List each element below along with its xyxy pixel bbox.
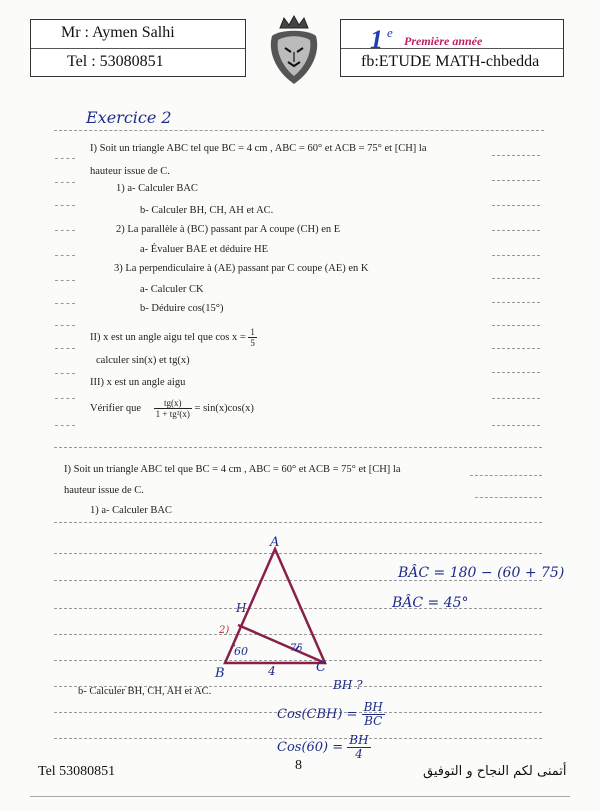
angle-75-label: 75	[290, 643, 303, 654]
vertex-b-label: B	[215, 666, 225, 681]
question-3a: a- Calculer CK	[140, 284, 204, 295]
teacher-box	[30, 19, 246, 77]
question-1b: b- Calculer BH, CH, AH et AC.	[140, 205, 274, 216]
vertex-h-label: H	[236, 601, 247, 615]
part3-verify: Vérifier que $\frac{tg(x)}{\text{1 + tg²(x)}}$ = sin(x)cos(x)	[90, 398, 254, 419]
answer-line1: I) Soit un triangle ABC tel que BC = 4 cm , ABC = 60° et ACB = 75° et [CH] la	[64, 464, 401, 475]
vertex-a-label: A	[270, 535, 280, 550]
question-1a: 1) a- Calculer BAC	[116, 183, 198, 194]
footer-tel: Tel 53080851	[38, 764, 116, 779]
answer-line2: hauteur issue de C.	[64, 485, 144, 496]
question-3: 3) La perpendiculaire à (AE) passant par C coupe (AE) en K	[114, 263, 369, 274]
cos-equation-1: Cos(CBH) = $\frac{BH}{BC}$	[277, 700, 383, 728]
facebook-page: fb:ETUDE MATH-chbedda	[361, 53, 540, 70]
triangle-figure	[200, 535, 350, 685]
bh-question: BH ?	[333, 678, 363, 692]
vertex-c-label: C	[316, 660, 326, 675]
side-bc-label: 4	[268, 664, 276, 678]
part2-line1: II) x est un angle aigu tel que cos x = $\frac{1}{5}$	[90, 327, 255, 348]
part1-line1: I) Soit un triangle ABC tel que BC = 4 cm , ABC = 60° et ACB = 75° et [CH] la	[90, 143, 427, 154]
question-2: 2) La parallèle à (BC) passant par A coupe (CH) en E	[116, 224, 341, 235]
bac-equation-1: BÂC = 180 − (60 + 75)	[398, 565, 565, 581]
footer-arabic: أتمنى لكم النجاح و التوفيق	[423, 764, 567, 779]
part1-line2: hauteur issue de C.	[90, 166, 170, 177]
teacher-tel: Tel : 53080851	[67, 53, 164, 70]
page-number: 8	[295, 758, 302, 773]
mark-2: 2)	[219, 625, 230, 636]
bac-equation-2: BÂC = 45°	[392, 595, 469, 611]
question-2a: a- Évaluer BAE et déduire HE	[140, 244, 268, 255]
level-label: Première année	[404, 34, 483, 48]
angle-60-label: 60	[234, 645, 248, 658]
answer-question-1b: b- Calculer BH, CH, AH et AC.	[78, 686, 212, 697]
level-sup: e	[387, 25, 393, 40]
part2-line2: calculer sin(x) et tg(x)	[96, 355, 190, 366]
part3-line1: III) x est un angle aigu	[90, 377, 186, 388]
question-3b: b- Déduire cos(15°)	[140, 303, 224, 314]
teacher-name: Mr : Aymen Salhi	[61, 24, 175, 41]
answer-question-1a: 1) a- Calculer BAC	[90, 505, 172, 516]
lion-crown-logo-icon	[258, 14, 330, 86]
level-number: 1	[370, 25, 383, 54]
cos-equation-2: Cos(60) = $\frac{BH}{4}$	[277, 733, 369, 761]
exercise-title-handwritten: Exercice 2	[86, 108, 172, 127]
